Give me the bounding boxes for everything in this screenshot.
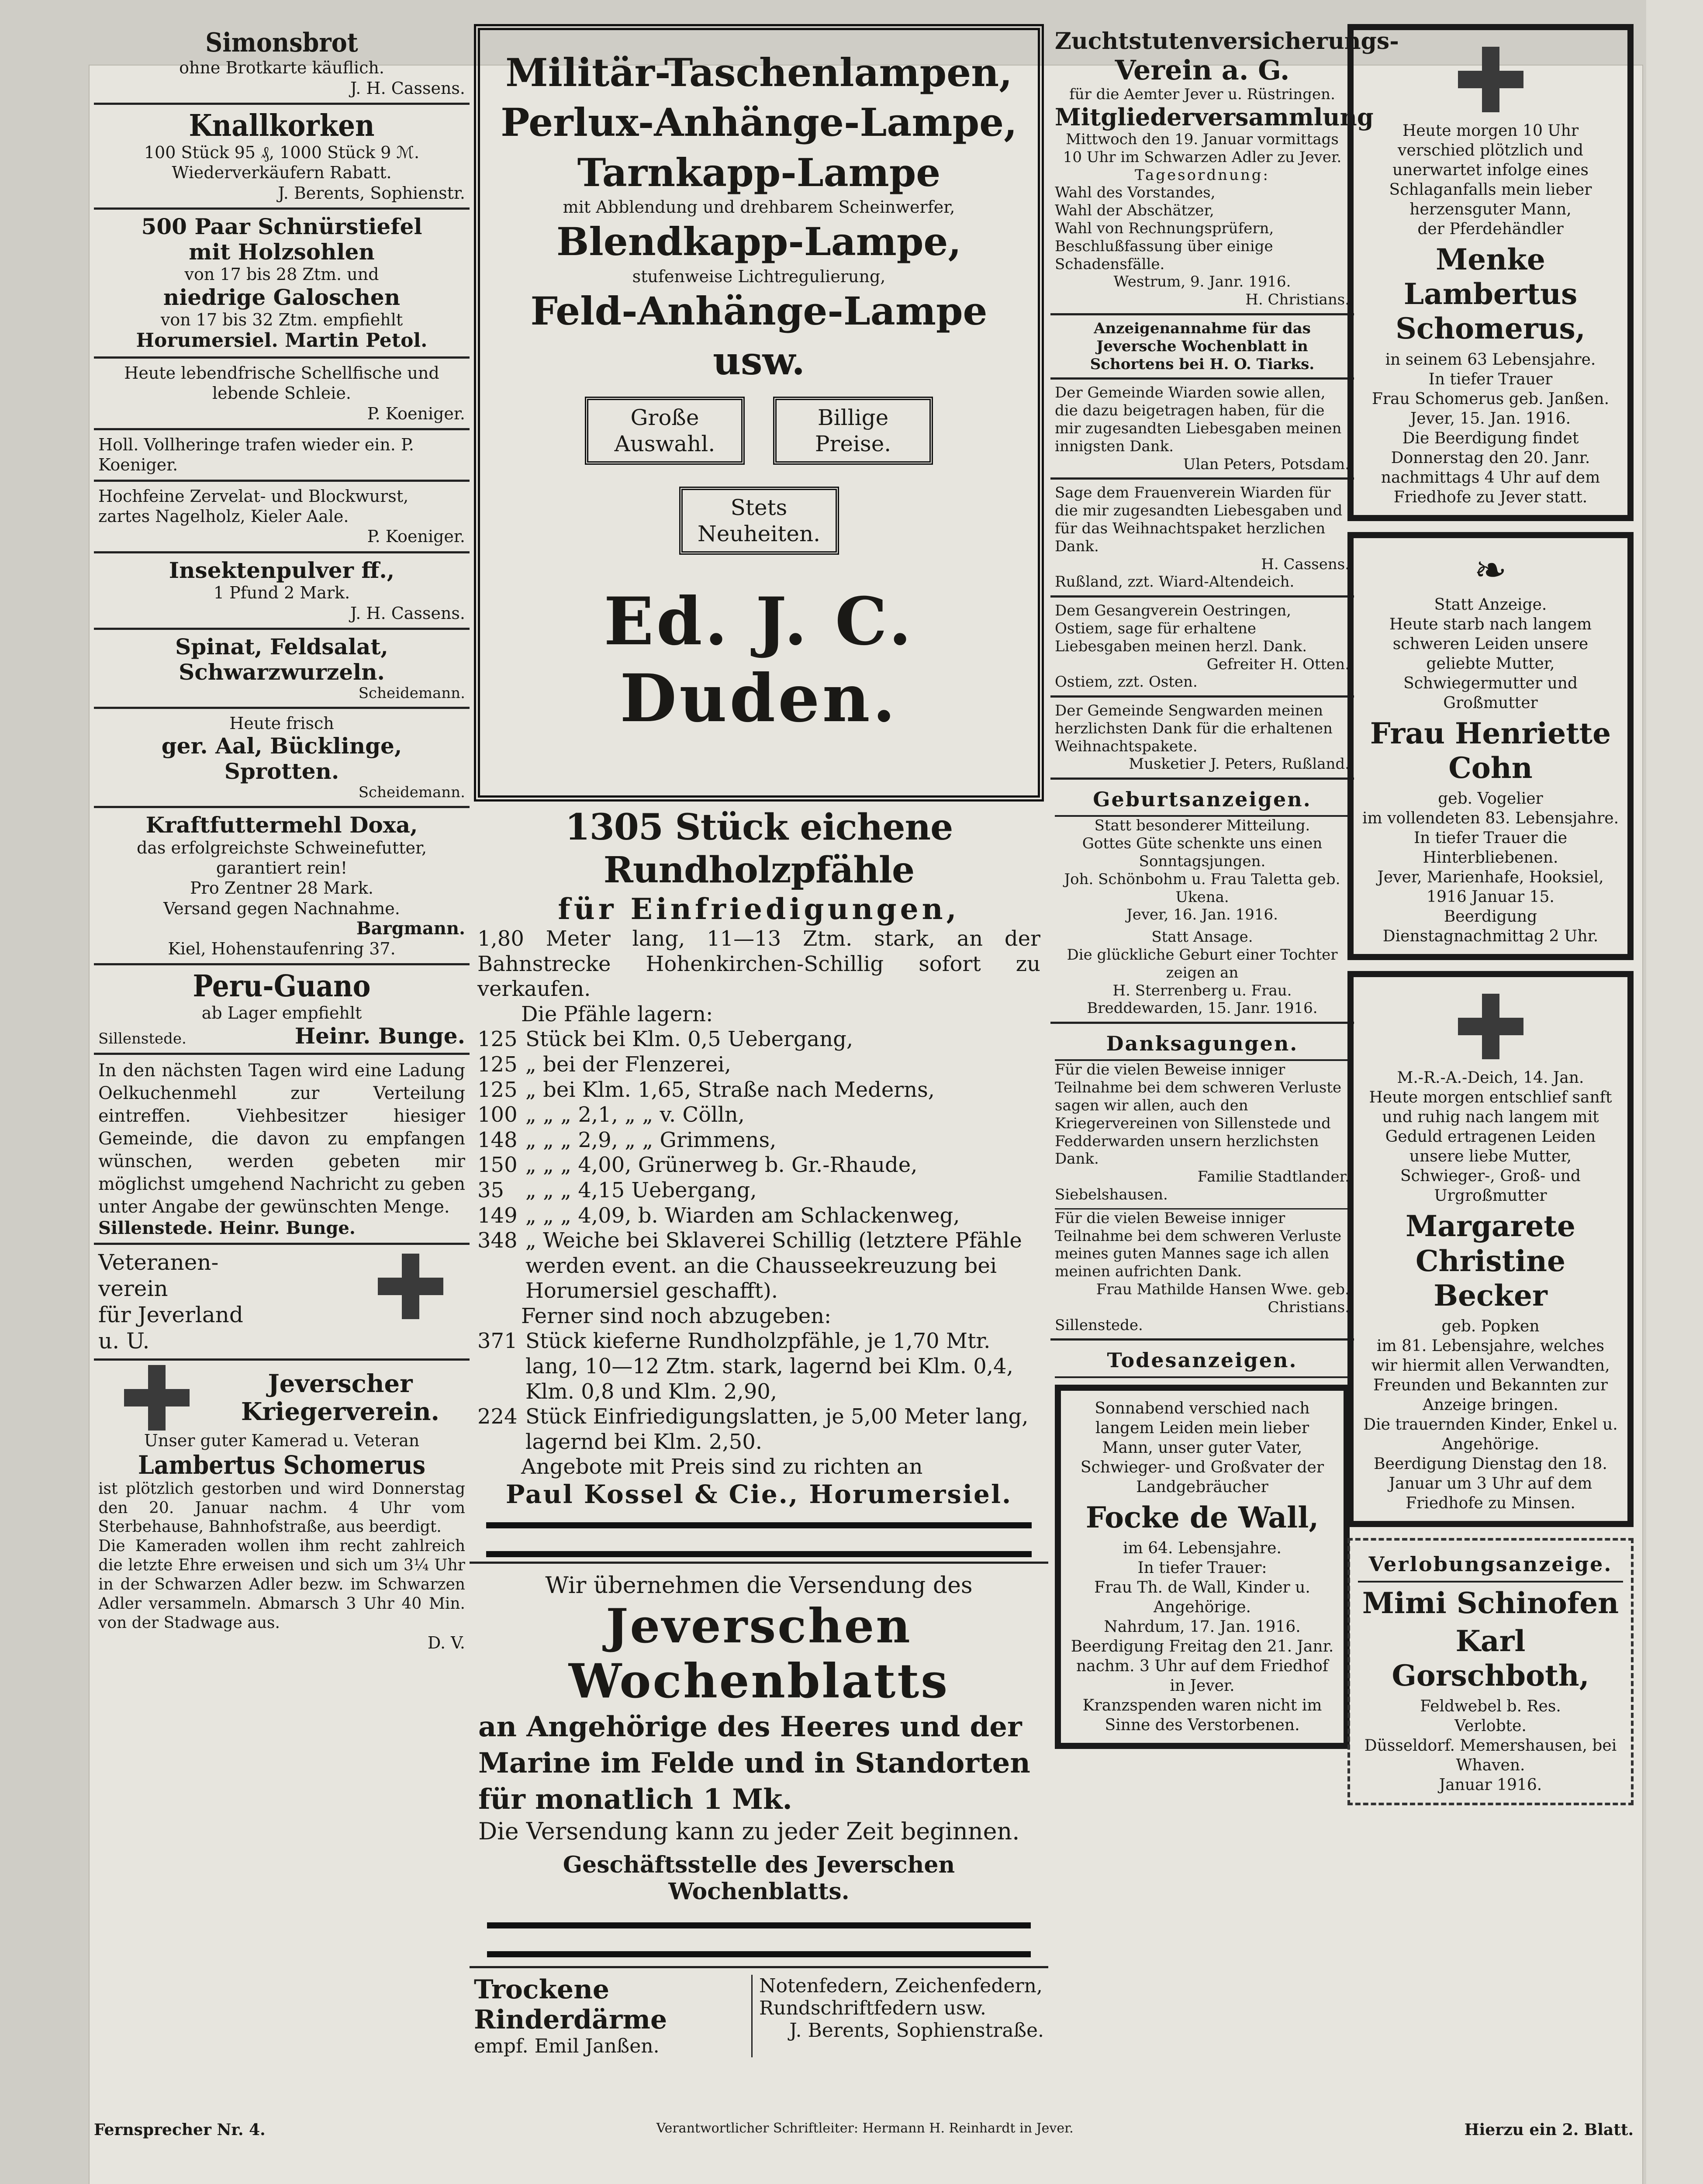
ad-signature: Bargmann.: [356, 918, 465, 939]
ad-text: Verlobte.: [1454, 1717, 1527, 1735]
ad-signature: Heinr. Bunge.: [294, 1023, 465, 1049]
stock-row: [477, 1153, 1040, 1178]
ad-text: Ferner sind noch abzugeben:: [521, 1303, 832, 1328]
ad-signature: Familie Stadtlander.: [1197, 1168, 1350, 1186]
ad-title: Mitgliederversammlung: [1055, 103, 1374, 131]
ad-location: Rußland, zzt. Wiard-Altendeich.: [1055, 573, 1295, 591]
stock-row: [477, 1203, 1040, 1229]
ad-text: Heute morgen entschlief sanft und ruhig nach langem mit Geduld ertragenen Leiden unsere liebe Mutter, Schwieger-, Groß- und Urgroßmutter: [1369, 1089, 1612, 1205]
stock-row: [477, 1027, 1040, 1052]
ad-text: Die Pfähle lagern:: [521, 1002, 713, 1026]
ad-kraftfutter: [94, 808, 470, 965]
ad-text: Für die vielen Beweise inniger Teilnahme bei dem schweren Verluste meines guten Mannes sage ich allen meinen aufrichten Dank.: [1055, 1208, 1350, 1281]
ad-text: Für die vielen Beweise inniger Teilnahme bei dem schweren Verluste sagen wir allen, auch den Kriegervereinen von Sillenstede und Fedderwarden unsern herzlichsten Dank.: [1055, 1061, 1342, 1168]
ad-text: Sage dem Frauenverein Wiarden für die mir zugesandten Liebesgaben und für das Weihnachtspaket herzlichen Dank.: [1055, 484, 1343, 555]
ad-date: Jever, 16. Jan. 1916.: [1126, 906, 1278, 924]
ad-signature: H. Christians.: [1245, 291, 1350, 309]
ad-date: Jever, Marienhafe, Hooksiel, 1916 Januar 15.: [1377, 868, 1604, 906]
ad-text: Statt besonderer Mitteilung.: [1094, 817, 1310, 835]
stock-quantity: 125: [477, 1052, 518, 1077]
ad-bottom-row: [470, 1968, 1048, 2064]
stock-row: [477, 1102, 1040, 1128]
ad-signature: Frau Th. de Wall, Kinder u. Angehörige.: [1094, 1578, 1310, 1616]
ad-title: verein: [98, 1276, 168, 1302]
stock-row: [477, 1404, 1040, 1455]
section-header: Verlobungsanzeige.: [1358, 1548, 1623, 1583]
column-4: [1347, 24, 1634, 1816]
ad-date: Jever, 15. Jan. 1916.: [1410, 409, 1571, 428]
stock-quantity: 125: [477, 1027, 518, 1052]
ad-signature: J. H. Cassens.: [350, 78, 465, 98]
ad-veteranen: [94, 1245, 470, 1361]
ad-signature: Die trauernden Kinder, Enkel u. Angehörige.: [1363, 1416, 1618, 1453]
ad-text: Heute frisch: [229, 713, 334, 733]
stock-location: „ „ „ 2,9, „ „ Grimmens,: [525, 1127, 777, 1152]
ad-text: Kranzspenden waren nicht im Sinne des Verstorbenen.: [1082, 1696, 1322, 1734]
deceased-name: Margarete Christine Becker: [1406, 1209, 1575, 1313]
page-footer: [94, 2121, 1634, 2139]
ad-signature: Sillenstede. Heinr. Bunge.: [98, 1218, 356, 1239]
obituary-schomerus: [1347, 24, 1634, 521]
ad-title: für Jeverland: [98, 1302, 243, 1328]
ad-text: geb. Vogelier: [1438, 790, 1543, 808]
stock-list: [477, 1027, 1040, 1304]
ad-schnuerstiefel: [94, 210, 470, 359]
ad-duden: [474, 24, 1044, 802]
ad-signature: Geschäftsstelle des Jeverschen Wochenblatts.: [563, 1852, 955, 1905]
ad-text: von 17 bis 28 Ztm. und: [184, 265, 379, 284]
ad-text: Dem Gesangverein Oestringen, Ostiem, sage für erhaltene Liebesgaben meinen herzl. Dank.: [1055, 602, 1307, 655]
ad-text: Hochfeine Zervelat- und Blockwurst, zartes Nagelholz, Kieler Aale.: [98, 486, 409, 526]
ad-text: Pro Zentner 28 Mark.: [190, 878, 373, 898]
agenda-item: Wahl von Rechnungsprüfern,: [1055, 219, 1274, 237]
ad-text: Westrum, 9. Janr. 1916.: [1113, 273, 1291, 291]
ad-signature: J. Berents, Sophienstr.: [278, 183, 465, 203]
stock-location: „ Weiche bei Sklaverei Schillig (letztere Pfähle werden event. an die Chausseekreuzung bei Horumersiel geschafft).: [525, 1228, 1022, 1303]
ad-title: ger. Aal, Bücklinge,: [161, 733, 402, 759]
ad-text: im 64. Lebensjahre.: [1123, 1539, 1282, 1557]
ad-title: Kriegerverein.: [241, 1397, 440, 1427]
ad-signature: P. Koeniger.: [367, 527, 465, 546]
section-header: Danksagungen.: [1055, 1028, 1350, 1061]
ad-text: Die glückliche Geburt einer Tochter zeigen an: [1067, 946, 1338, 981]
ad-text: Die Beerdigung findet Donnerstag den 20. Janr. nachmittags 4 Uhr auf dem Friedhofe zu Jever statt.: [1381, 429, 1600, 506]
box-neuheiten: Stets Neuheiten.: [679, 487, 839, 555]
ad-text: Die Kameraden wollen ihm recht zahlreich die letzte Ehre erweisen und sich um 3¼ Uhr in der Schwarzen Adler bezw. im Schwarzen Adler versammeln. Abmarsch 3 Uhr 40 Min. von der Stadwage aus.: [98, 1537, 465, 1632]
stock-quantity: 149: [477, 1203, 518, 1228]
ad-date: M.-R.-A.-Deich, 14. Jan.: [1397, 1069, 1584, 1087]
ad-signature: Ulan Peters, Potsdam.: [1183, 455, 1350, 473]
stock-list-2: [477, 1329, 1040, 1455]
ad-firm-name: Paul Kossel & Cie., Horumersiel.: [505, 1479, 1012, 1510]
ad-dank-1: [1050, 380, 1354, 480]
stock-row: [477, 1329, 1040, 1404]
ad-signature: Frau Mathilde Hansen Wwe. geb. Christians.: [1096, 1280, 1350, 1316]
ad-title: Simonsbrot: [205, 28, 358, 58]
ad-zuchtstuten: [1050, 24, 1399, 315]
stock-quantity: 148: [477, 1127, 518, 1152]
ad-title: Knallkorken: [189, 108, 375, 143]
section-header: Todesanzeigen.: [1055, 1345, 1350, 1378]
ad-text: In tiefer Trauer die Hinterbliebenen.: [1413, 829, 1568, 867]
ad-signature: Musketier J. Peters, Rußland.: [1129, 755, 1350, 773]
ad-text: Unser guter Kamerad u. Veteran: [144, 1431, 420, 1451]
ad-date: Breddewarden, 15. Janr. 1916.: [1087, 999, 1318, 1017]
ad-location: Siebelshausen.: [1055, 1186, 1168, 1203]
stock-location: „ „ „ 2,1, „ „ v. Cölln,: [525, 1102, 745, 1127]
ad-insektenpulver: [94, 553, 470, 630]
ad-location: Sillenstede.: [1055, 1316, 1143, 1334]
ad-text: Sonnabend verschied nach langem Leiden mein lieber Mann, unser guter Vater, Schwieger- und Großvater der Landgebräucher: [1080, 1399, 1324, 1496]
ad-dank-3: [1050, 598, 1354, 698]
iron-cross-icon: [378, 1254, 465, 1350]
ad-spinat: [94, 630, 470, 709]
footer-phone: Fernsprecher Nr. 4.: [94, 2121, 266, 2139]
ad-text: 100 Stück 95 ₰, 1000 Stück 9 ℳ.: [144, 143, 420, 162]
ad-simonsbrot: [94, 24, 470, 105]
ad-text: Wir übernehmen die Versendung des: [545, 1572, 973, 1599]
ad-subtitle: für Einfriedigungen,: [558, 892, 960, 926]
ad-text: Wiederverkäufern Rabatt.: [172, 163, 392, 183]
palm-branch-icon: ❧: [1474, 547, 1507, 593]
ad-signature: Scheidemann.: [358, 684, 465, 702]
ad-subtitle: Schwarzwurzeln.: [179, 659, 385, 685]
ad-text: 1,80 Meter lang, 11—13 Ztm. stark, an der Bahnstrecke Hohenkirchen-Schillig sofort zu verkaufen.: [477, 926, 1040, 1002]
ad-text: Der Gemeinde Wiarden sowie allen, die dazu beigetragen haben, für die mir zugesandten Liebesgaben meinen innigsten Dank.: [1055, 384, 1342, 455]
box-preise: Billige Preise.: [773, 397, 933, 465]
ad-text: Feldwebel b. Res.: [1420, 1697, 1561, 1716]
column-3: [1050, 24, 1399, 1764]
ad-location: Sillenstede.: [98, 1030, 187, 1047]
decorative-band: [486, 1522, 1032, 1557]
ad-subtitle: Sprotten.: [224, 758, 339, 784]
stock-location: „ „ „ 4,15 Uebergang,: [525, 1178, 757, 1203]
stock-location: „ „ „ 4,00, Grünerweg b. Gr.-Rhaude,: [525, 1153, 918, 1178]
ad-text: Beerdigung Dienstagnachmittag 2 Uhr.: [1382, 908, 1599, 946]
ad-location: Ostiem, zzt. Osten.: [1055, 673, 1198, 691]
stock-quantity: 100: [477, 1102, 518, 1127]
ad-text: Holl. Vollheringe trafen wieder ein. P. Koeniger.: [98, 435, 414, 475]
stock-row: [477, 1128, 1040, 1153]
ad-oelkuchen: [94, 1055, 470, 1245]
ad-text: in seinem 63 Lebensjahre.: [1385, 350, 1596, 369]
ad-peruguano: [94, 965, 470, 1055]
obituary-becker: [1347, 971, 1634, 1527]
ad-text: Gottes Güte schenkte uns einen Sonntagsjungen.: [1082, 835, 1323, 871]
ad-text: Der Gemeinde Sengwarden meinen herzlichsten Dank für die erhaltenen Weihnachtspakete.: [1055, 702, 1333, 755]
engagement-announcement: [1347, 1538, 1634, 1805]
deceased-name: Lambertus Schomerus: [138, 1450, 425, 1480]
agenda-item: Beschlußfassung über einige Schadensfälle.: [1055, 237, 1273, 273]
ad-text: geb. Popken: [1441, 1317, 1540, 1335]
ad-location: Düsseldorf. Memershausen, bei Whaven.: [1364, 1737, 1617, 1775]
ad-signature: D. V.: [427, 1633, 465, 1652]
ad-signature: H. Sterrenberg u. Frau.: [1112, 981, 1292, 999]
ad-title: Trockene Rinderdärme: [474, 1974, 667, 2035]
ad-text: Versand gegen Nachnahme.: [163, 898, 400, 918]
column-1: [94, 24, 470, 1657]
deceased-name: Frau Henriette Cohn: [1370, 716, 1611, 785]
ad-text: Die Versendung kann zu jeder Zeit beginnen.: [478, 1818, 1020, 1845]
ad-text: Anzeigenannahme für das Jeversche Wochenblatt in Schortens bei H. O. Tiarks.: [1090, 319, 1315, 373]
ad-text: Beerdigung Dienstag den 18. Januar um 3 Uhr auf dem Friedhofe zu Minsen.: [1374, 1455, 1607, 1512]
ad-text: ist plötzlich gestorben und wird Donnerstag den 20. Januar nachm. 4 Uhr vom Sterbehause, Bahnhofstraße, aus beerdigt.: [98, 1479, 465, 1536]
cross-icon: [1458, 994, 1523, 1059]
ad-text: Heute starb nach langem schweren Leiden unsere geliebte Mutter, Schwiegermutter und Großmutter: [1389, 615, 1592, 712]
ad-signature: J. Berents, Sophienstraße.: [789, 2019, 1044, 2042]
ad-title: Perlux-Anhänge-Lampe,: [501, 100, 1017, 145]
agenda-item: Wahl der Abschätzer,: [1055, 202, 1214, 220]
ad-text: Notenfedern, Zeichenfedern, Rundschriftfedern usw.: [759, 1975, 1043, 2020]
ad-kriegerverein: [94, 1361, 470, 1657]
ad-signature: J. H. Cassens.: [350, 603, 465, 623]
ad-text: Mittwoch den 19. Januar vormittags 10 Uhr im Schwarzen Adler zu Jever.: [1063, 130, 1342, 166]
stock-quantity: 224: [477, 1404, 518, 1429]
cross-icon: [1458, 47, 1523, 112]
ad-text: Heute lebendfrische Schellfische und lebende Schleie.: [124, 363, 439, 403]
ad-title: Jeverscher: [268, 1369, 413, 1398]
neighbor-page-strip: [1646, 0, 1703, 2184]
ad-zervelat: [94, 482, 470, 553]
ad-title: 500 Paar Schnürstiefel: [141, 214, 422, 240]
ad-text: im vollendeten 83. Lebensjahre.: [1362, 809, 1619, 828]
ad-signature: Gefreiter H. Otten.: [1206, 655, 1350, 673]
ad-signature: Frau Schomerus geb. Janßen.: [1371, 390, 1610, 408]
ad-title: Blendkapp-Lampe,: [556, 219, 962, 265]
stock-location: „ „ „ 4,09, b. Wiarden am Schlackenweg,: [525, 1203, 960, 1228]
ad-text: im 81. Lebensjahre, welches wir hiermit allen Verwandten, Freunden und Bekannten zur Anzeige bringen.: [1371, 1337, 1610, 1414]
ad-signature: Scheidemann.: [358, 784, 465, 802]
ad-rundholzpfaehle: [470, 802, 1048, 1564]
footer-editor: Verantwortlicher Schriftleiter: Hermann H. Reinhardt in Jever.: [656, 2121, 1074, 2136]
ad-text: garantiert rein!: [216, 858, 348, 878]
ad-text: für die Aemter Jever u. Rüstringen.: [1069, 86, 1335, 104]
ad-aal: [94, 709, 470, 808]
ad-title: Verein a. G.: [1115, 54, 1290, 86]
ad-signature: empf. Emil Janßen.: [474, 2035, 660, 2058]
ad-text: In den nächsten Tagen wird eine Ladung Oelkuchenmehl zur Verteilung eintreffen. Viehbesitzer hiesiger Gemeinde, die davon zu empfangen wünschen, werden gebeten mir möglichst umgehend Nachricht zu geben unter Angabe der gewünschten Menge.: [98, 1061, 465, 1217]
ad-wochenblatt: [470, 1564, 1048, 1969]
ad-firm-name: Ed. J. C. Duden.: [604, 583, 914, 737]
ad-text: Statt Ansage.: [1151, 928, 1253, 946]
ad-text: Angebote mit Preis sind zu richten an: [521, 1455, 923, 1479]
stock-quantity: 150: [477, 1153, 518, 1178]
stock-row: [477, 1228, 1040, 1304]
ad-text: mit Abblendung und drehbarem Scheinwerfer,: [563, 197, 955, 217]
section-geburtsanzeigen: [1050, 780, 1354, 1024]
stock-row: [477, 1052, 1040, 1078]
ad-text: stufenweise Lichtregulierung,: [632, 266, 886, 286]
section-header: Geburtsanzeigen.: [1055, 784, 1350, 817]
column-2: [470, 24, 1048, 2064]
bride-name: Mimi Schinofen: [1362, 1586, 1619, 1620]
ad-signature: Horumersiel. Martin Petol.: [136, 329, 428, 352]
ad-text: das erfolgreichste Schweinefutter,: [136, 838, 427, 857]
ad-title: Spinat, Feldsalat,: [175, 634, 388, 660]
agenda-item: Wahl des Vorstandes,: [1055, 184, 1216, 202]
ad-dank-2: [1050, 480, 1354, 598]
groom-name: Karl Gorschboth,: [1392, 1624, 1589, 1693]
ad-schellfische: [94, 359, 470, 430]
ad-subtitle: mit Holzsohlen: [189, 238, 375, 265]
stock-location: Stück kieferne Rundholzpfähle, je 1,70 Mtr. lang, 10—12 Ztm. stark, lagernd bei Klm. 0,4, Klm. 0,8 und Klm. 2,90,: [525, 1329, 1013, 1404]
deceased-name: Menke Lambertus Schomerus,: [1396, 242, 1586, 346]
ad-title: u. U.: [98, 1328, 150, 1354]
deceased-name: Focke de Wall,: [1085, 1500, 1319, 1534]
ad-dank-4: [1050, 698, 1354, 780]
ad-text: Beerdigung Freitag den 21. Janr. nachm. 3 Uhr auf dem Friedhof in Jever.: [1071, 1637, 1334, 1695]
ad-title: Insektenpulver ff.,: [169, 557, 395, 583]
stock-quantity: 35: [477, 1178, 504, 1203]
ad-text: von 17 bis 32 Ztm. empfiehlt: [160, 310, 403, 329]
stock-row: [477, 1178, 1040, 1203]
ad-title: Tarnkapp-Lampe: [577, 149, 941, 195]
ad-anzeigenannahme: [1050, 315, 1354, 380]
iron-cross-icon: [124, 1365, 190, 1431]
stock-location: „ bei der Flenzerei,: [525, 1052, 731, 1077]
box-auswahl: Große Auswahl.: [585, 397, 745, 465]
ad-title: Peru-Guano: [193, 969, 371, 1004]
ad-text: an Angehörige des Heeres und der Marine im Felde und in Standorten für monatlich 1 Mk.: [478, 1710, 1030, 1816]
ad-title: Zuchtstutenversicherungs-: [1055, 28, 1399, 55]
ad-vollheringe: [94, 430, 470, 482]
ad-address: Kiel, Hohenstaufenring 37.: [168, 939, 396, 958]
footer-supplement: Hierzu ein 2. Blatt.: [1464, 2121, 1634, 2139]
ad-signature: P. Koeniger.: [367, 404, 465, 423]
ad-text: 1 Pfund 2 Mark.: [213, 583, 350, 603]
stock-quantity: 348: [477, 1228, 518, 1253]
ad-date: Januar 1916.: [1439, 1776, 1542, 1794]
ad-title: Jeverschen Wochenblatts: [568, 1598, 950, 1709]
obituary-cohn: [1347, 532, 1634, 961]
ad-signature: H. Cassens.: [1261, 555, 1350, 573]
stock-quantity: 125: [477, 1077, 518, 1102]
stock-row: [477, 1078, 1040, 1103]
ad-title: 1305 Stück eichene Rundholzpfähle: [565, 806, 953, 892]
decorative-band: [487, 1922, 1031, 1957]
ad-title: Feld-Anhänge-Lampe usw.: [530, 288, 988, 384]
ad-text: In tiefer Trauer:: [1137, 1559, 1267, 1577]
ad-subtitle: niedrige Galoschen: [163, 284, 401, 310]
ad-knallkorken: [94, 105, 470, 210]
ad-title: Veteranen-: [98, 1250, 219, 1275]
ad-text: Statt Anzeige.: [1434, 596, 1547, 614]
ad-text: ab Lager empfiehlt: [201, 1003, 362, 1023]
ad-title: Kraftfuttermehl Doxa,: [145, 812, 418, 838]
ad-date: Nahrdum, 17. Jan. 1916.: [1104, 1617, 1301, 1636]
ad-title: Militär-Taschenlampen,: [505, 50, 1012, 95]
ad-text: In tiefer Trauer: [1428, 370, 1553, 388]
obituary-de-wall: [1055, 1385, 1350, 1749]
section-todesanzeigen: [1050, 1341, 1354, 1764]
ad-signature: Joh. Schönbohm u. Frau Taletta geb. Ukena.: [1064, 870, 1340, 906]
ad-text: der Pferdehändler: [1417, 220, 1564, 238]
ad-text: Tagesordnung:: [1134, 166, 1270, 184]
ad-text: ohne Brotkarte käuflich.: [179, 58, 384, 78]
section-danksagungen: [1050, 1024, 1354, 1341]
stock-location: „ bei Klm. 1,65, Straße nach Mederns,: [525, 1077, 935, 1102]
ad-text: Heute morgen 10 Uhr verschied plötzlich und unerwartet infolge eines Schlaganfalls mein lieber herzensguter Mann,: [1389, 122, 1592, 218]
stock-quantity: 371: [477, 1329, 518, 1354]
stock-location: Stück Einfriedigungslatten, je 5,00 Meter lang, lagernd bei Klm. 2,50.: [525, 1404, 1029, 1454]
stock-location: Stück bei Klm. 0,5 Uebergang,: [525, 1027, 853, 1052]
